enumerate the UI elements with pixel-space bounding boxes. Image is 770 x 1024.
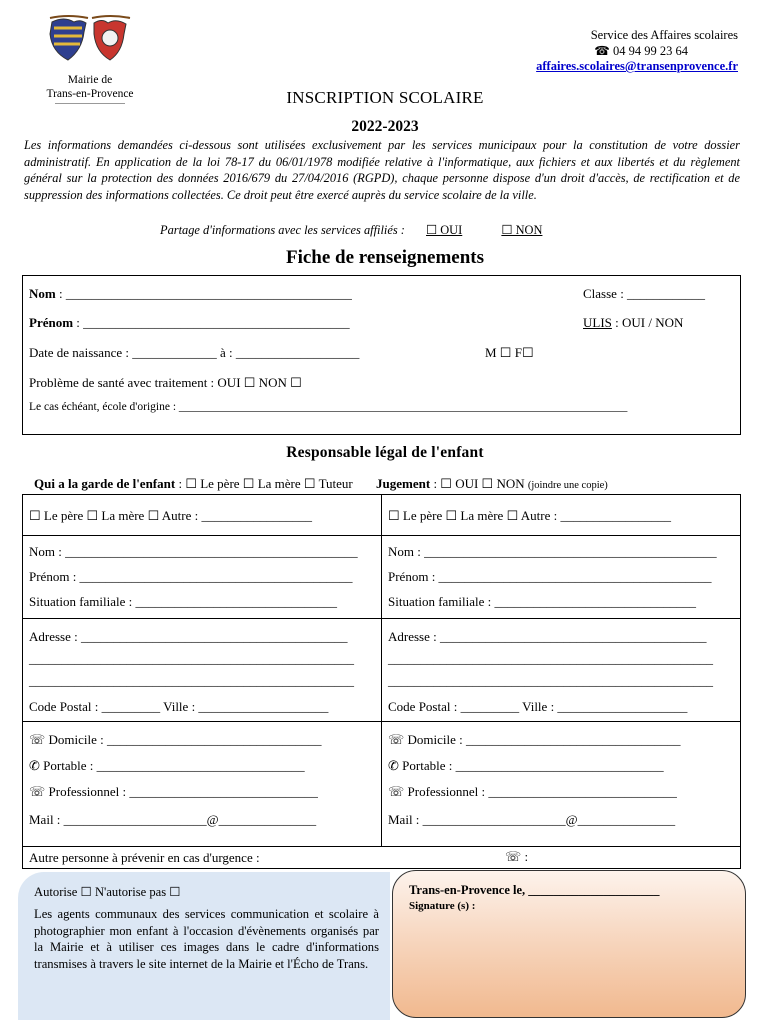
service-name: Service des Affaires scolaires: [590, 28, 738, 42]
school-year: 2022-2023: [351, 118, 419, 135]
relation-row: [23, 495, 740, 536]
sex-checkboxes[interactable]: M ☐ F☐: [485, 345, 534, 360]
ulis-options[interactable]: : OUI / NON: [611, 315, 684, 330]
signature-box: [392, 870, 746, 1018]
guardian-section-title: Responsable légal de l'enfant: [286, 444, 484, 461]
guardians-table: [22, 494, 741, 847]
nom-label: Nom: [29, 286, 56, 301]
guardian1-mail[interactable]: Mail : ______________________@_______________: [29, 812, 317, 827]
guardian1-situation[interactable]: Situation familiale : _______________________________: [29, 594, 338, 609]
photo-consent-box: [18, 872, 390, 1020]
custody-options[interactable]: : ☐ Le père ☐ La mère ☐ Tuteur: [175, 476, 353, 491]
guardian1-pro[interactable]: Professionnel : _____________________________: [48, 784, 318, 799]
guardian2-situation[interactable]: Situation familiale : _______________________________: [388, 594, 697, 609]
page-title: INSCRIPTION SCOLAIRE: [286, 88, 484, 107]
birthdate-field[interactable]: Date de naissance : _____________ à : ___________________: [29, 345, 360, 360]
mairie-line1: Mairie de: [67, 74, 113, 86]
guardian2-mail[interactable]: Mail : ______________________@_______________: [388, 812, 676, 827]
judgement-options[interactable]: : ☐ OUI ☐ NON: [430, 476, 528, 491]
mairie-line2: Trans-en-Provence: [46, 88, 134, 100]
guardian2-adresse[interactable]: Adresse : _________________________________________: [388, 629, 707, 644]
guardian1-portable[interactable]: Portable : ________________________________: [43, 758, 305, 773]
emergency-contact-label: Autre personne à prévenir en cas d'urgence :: [29, 850, 260, 865]
nom-field[interactable]: : ____________________________________________: [55, 286, 352, 301]
judgement-label: Jugement: [376, 476, 431, 491]
custody-label: Qui a la garde de l'enfant: [34, 476, 176, 491]
guardian1-relation[interactable]: ☐ Le père ☐ La mère ☐ Autre : _________________: [29, 508, 312, 523]
contact-row: [23, 722, 740, 846]
share-oui-checkbox[interactable]: ☐ OUI: [426, 223, 463, 237]
guardian2-relation[interactable]: ☐ Le père ☐ La mère ☐ Autre : _________________: [388, 508, 671, 523]
guardian2-adresse-line3[interactable]: __________________________________________________: [388, 673, 713, 688]
signature-date-field[interactable]: Trans-en-Provence le, _____________________: [409, 883, 660, 897]
address-row: [23, 619, 740, 722]
guardian2-cp-ville[interactable]: Code Postal : _________ Ville : ____________________: [388, 699, 688, 714]
guardian1-adresse[interactable]: Adresse : _________________________________________: [29, 629, 348, 644]
office-phone-icon: ☏: [388, 784, 408, 799]
health-question[interactable]: Problème de santé avec traitement : OUI ☐ NON ☐: [29, 375, 302, 390]
photo-consent-text: Les agents communaux des services communication et scolaire à photographier mon enfant à l'occasion d'évènements organisés par la Mairie et à utiliser ces images dans le cadre d'informations transmises à travers le site internet de la Mairie et l'Écho de Trans.: [34, 907, 379, 971]
guardian2-adresse-line2[interactable]: __________________________________________________: [388, 651, 713, 666]
guardian2-pro[interactable]: Professionnel : _____________________________: [407, 784, 677, 799]
child-info-box: [22, 275, 741, 435]
guardian2-domicile[interactable]: Domicile : _________________________________: [407, 732, 681, 747]
fiche-title: Fiche de renseignements: [285, 247, 485, 268]
judgement-note: (joindre une copie): [527, 480, 608, 491]
guardian1-domicile[interactable]: Domicile : _________________________________: [48, 732, 322, 747]
guardian1-cp-ville[interactable]: Code Postal : _________ Ville : ____________________: [29, 699, 329, 714]
service-phone: ☎ 04 94 99 23 64: [594, 43, 688, 58]
ulis-label: ULIS: [583, 315, 612, 330]
phone-icon: ☏: [388, 732, 408, 747]
previous-school-field[interactable]: Le cas échéant, école d'origine : ______________________________________________________________________________: [29, 401, 628, 413]
guardian2-nom[interactable]: Nom : _____________________________________________: [388, 544, 717, 559]
service-email-link[interactable]: affaires.scolaires@transenprovence.fr: [536, 59, 738, 73]
guardian1-prenom[interactable]: Prénom : __________________________________________: [29, 569, 353, 584]
custody-row: [34, 476, 744, 492]
guardian1-adresse-line2[interactable]: __________________________________________________: [29, 651, 354, 666]
identity-row: [23, 536, 740, 619]
mobile-icon: ✆: [29, 758, 44, 773]
emergency-phone-field[interactable]: :: [524, 849, 529, 864]
phone-icon: ☏: [29, 732, 49, 747]
guardian1-adresse-line3[interactable]: __________________________________________________: [29, 673, 354, 688]
share-non-checkbox[interactable]: ☐ NON: [501, 223, 543, 237]
office-phone-icon: ☏: [29, 784, 49, 799]
guardian2-prenom[interactable]: Prénom : __________________________________________: [388, 569, 712, 584]
photo-consent-options[interactable]: Autorise ☐ N'autorise pas ☐: [34, 885, 181, 899]
guardian2-portable[interactable]: Portable : ________________________________: [402, 758, 664, 773]
signature-label[interactable]: Signature (s) :: [409, 900, 476, 912]
town-coat-of-arms-logo: [44, 14, 136, 64]
share-info-row: [160, 222, 660, 238]
service-contact: [470, 28, 738, 75]
classe-field[interactable]: Classe : ____________: [583, 286, 706, 301]
share-info-label: Partage d'informations avec les services affiliés :: [160, 223, 405, 237]
privacy-notice: Les informations demandées ci-dessous sont utilisées exclusivement par les services municipaux pour la constitution de votre dossier administratif. En application de la loi 78-17 du 06/01/1978 modifiée relative à l'informatique, aux fichiers et aux libertés et du règlement général sur la protection des données 2016/679 du 27/04/2016 (RGPD), chaque personne dispose d'un droit d'accès, de rectification et de suppression des informations collectées. Ce droit peut être exercé auprès du service scolaire de la ville.: [24, 138, 740, 202]
emergency-contact-row: [22, 847, 741, 869]
guardian1-nom[interactable]: Nom : _____________________________________________: [29, 544, 358, 559]
phone-icon: ☏: [505, 849, 525, 864]
mobile-icon: ✆: [388, 758, 403, 773]
prenom-field[interactable]: : _________________________________________: [73, 315, 350, 330]
prenom-label: Prénom: [29, 315, 74, 330]
